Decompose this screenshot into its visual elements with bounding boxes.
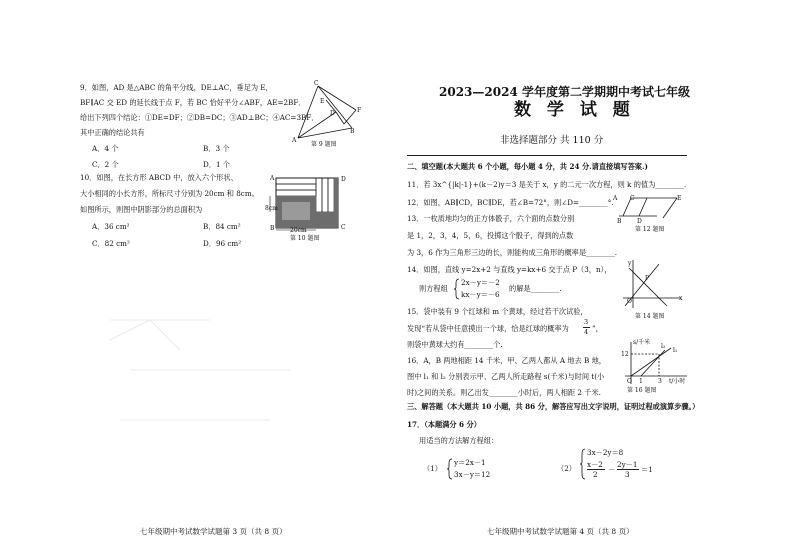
q9-stem-3: 给出下列四个结论：①DE=DF；②DB=DC；③AD⊥BC；④AC=3BF． [80, 113, 319, 122]
q13-text-2: 是 1，2，3，4，5，6，投掷这个骰子，得到的点数 [407, 231, 574, 240]
q17-2-frac1-den: 2 [593, 470, 598, 479]
q17-2-frac-op: － [608, 465, 616, 474]
q9-label-d: D [330, 110, 335, 117]
q11-text: 11．若 3x^{|k|-1}+(k－2)y＝3 是关于 x，y 的二元一次方程，则 k 的值为________. [407, 180, 687, 189]
q10-dim-width: 20cm [290, 227, 307, 234]
divider-line [407, 155, 687, 156]
q13-text-1: 13．一枚质地均匀的正方体骰子，六个面的点数分别 [407, 214, 575, 223]
right-page-footer: 七年级期中考试数学试题第 4 页（共 8 页） [487, 527, 634, 536]
q14-eq-1: 2x－y＝－2 [461, 278, 500, 287]
q17-1-label: （1） [423, 464, 442, 473]
q9-stem-4: 其中正确的结论共有 [80, 128, 145, 137]
q17-2-frac2-num: 2y－1 [617, 460, 638, 469]
q14-label-y: y [628, 260, 632, 267]
q10-label-b: B [270, 225, 275, 232]
q10-label-d: D [341, 176, 346, 183]
q15-text-2b: ”， [592, 324, 603, 333]
q9-stem-2: BF∥AC 交 ED 的延长线于点 F，若 BC 恰好平分∠ABF，AE=2BF． [80, 98, 306, 107]
q12-figure-caption: 第 12 题图 [635, 226, 665, 233]
q9-option-a: A．4 个 [92, 144, 119, 153]
q10-option-d: D．96 cm² [203, 239, 242, 248]
q14-text-2: 则方程组 [419, 284, 448, 293]
q9-label-e: E [320, 98, 325, 105]
q15-text-1: 15．袋中装有 9 个红球和 m 个黄球，经过若干次试验， [407, 307, 588, 316]
q16-axis-x: t/小时 [669, 378, 686, 385]
q10-figure-caption: 第 10 题图 [290, 235, 320, 242]
exam-title: 数 学 试 题 [514, 100, 635, 120]
q10-option-c: C．82 cm² [92, 239, 130, 248]
q16-tick-12: 12 [621, 351, 629, 358]
right-page [397, 0, 794, 560]
q17-2-frac-rhs: ＝1 [641, 465, 653, 474]
q10-option-b: B．84 cm² [203, 222, 241, 231]
q14-brace [454, 278, 460, 300]
q14-label-o: O [627, 298, 632, 305]
q9-label-c: C [314, 80, 319, 87]
q9-stem-1: 9．如图，AD 是△ABC 的角平分线，DE⊥AC，垂足为 E， [80, 83, 273, 92]
q17-1-eq-2: 3x－y＝12 [454, 470, 491, 479]
q9-option-c: C．2 个 [92, 160, 119, 169]
section-2-heading: 二、填空题(本大题共 6 个小题，每小题 4 分，共 24 分.请直接填写答案.) [407, 162, 648, 171]
q17-2-frac1-num: x－2 [587, 460, 603, 469]
q16-line-l1: l₁ [673, 347, 678, 354]
q16-axis-y: s/千米 [633, 339, 651, 346]
exam-subtitle: 非选择题部分 共 110 分 [500, 135, 604, 146]
q15-text-3: 则袋中黄球大约有________个. [407, 340, 503, 349]
q16-figure-caption: 第 16 题图 [627, 387, 657, 394]
q16-line-l2: l₂ [661, 343, 666, 350]
q15-frac-denominator: 4 [584, 328, 589, 336]
q17-2-label: （2） [557, 464, 576, 473]
q16-label-o: O [627, 378, 632, 385]
q17-1-eq-1: y＝2x－1 [454, 458, 486, 467]
q14-figure-caption: 第 14 题图 [635, 313, 665, 320]
q10-stem-2: 大小相同的小长方形，所标尺寸分别为 20cm 和 8cm。 [80, 189, 259, 198]
q16-tick-1: 1 [639, 378, 643, 385]
q14-label-p: P [645, 275, 650, 282]
exam-header: 2023—2024 学年度第二学期期中考试七年级 [439, 85, 690, 99]
bleed-through-marks [90, 280, 350, 480]
q17-heading: 17．（本题满分 6 分） [407, 420, 481, 429]
q17-2-eq-1: 3x－2y＝8 [587, 448, 624, 457]
q10-option-a: A．36 cm² [92, 222, 130, 231]
q16-text-1: 16．A，B 两地相距 14 千米，甲、乙两人都从 A 地去 B 地， [407, 356, 606, 365]
q16-tick-3: 3 [658, 378, 662, 385]
q10-figure [262, 172, 362, 234]
q16-text-2: 图中 l₁ 和 l₂ 分别表示甲、乙两人所走路程 s(千米)与时间 t(小 [407, 372, 605, 381]
q10-label-c: C [341, 224, 346, 231]
q10-label-a: A [270, 175, 275, 182]
q9-label-a: A [292, 137, 297, 144]
q14-eq-2: kx－y＝－6 [461, 290, 500, 299]
q10-dim-height: 8cm [265, 205, 278, 212]
q12-label-d: D [637, 218, 642, 225]
left-page-footer: 七年级期中考试数学试题第 3 页（共 8 页） [140, 527, 287, 536]
q14-text-1: 14．如图，直线 y=2x+2 与直线 y=kx+6 交于点 P（3，n）， [407, 265, 612, 274]
q9-figure-caption: 第 9 题图 [311, 141, 337, 148]
q10-stem-3: 如图所示，则图中阴影部分的总面积为 [80, 205, 203, 214]
q14-text-3: 的解是________. [509, 284, 562, 293]
q12-label-e: E [677, 195, 682, 202]
q12-text: 12．如图，AB∥CD，BC∥DE，若∠B=72°，则∠D=________°. [407, 198, 614, 207]
q9-label-b: B [350, 128, 355, 135]
q12-label-c: C [630, 195, 635, 202]
q9-option-b: B．3 个 [203, 144, 230, 153]
q12-label-a: A [613, 195, 618, 202]
section-3-heading: 三、解答题（本大题共 10 小题，共 86 分，解答应写出文字说明，证明过程或演算步骤。） [407, 402, 700, 411]
q14-label-x: x [679, 295, 683, 302]
q9-label-f: F [357, 107, 362, 114]
q17-1-brace [447, 458, 453, 480]
q15-frac-numerator: 3 [584, 318, 589, 326]
q9-option-d: D．1 个 [203, 160, 230, 169]
q15-text-2: 发现“若从袋中任意摸出一个球，恰是红球的概率为 [407, 324, 569, 333]
q12-label-b: B [617, 218, 622, 225]
q13-text-3: 为 3，6 作为三角形三边的长，则能构成三角形的概率是________. [407, 248, 618, 257]
q17-2-brace [580, 448, 586, 480]
q16-text-3: 时)之间的关系。则乙出发________小时后，两人相距 2 千米. [407, 388, 601, 397]
q17-subheading: 用适当的方法解方程组： [419, 436, 499, 445]
q10-stem-1: 10．如图，在长方形 ABCD 中，放入六个形状、 [80, 173, 238, 182]
q17-2-frac2-den: 3 [625, 470, 630, 479]
